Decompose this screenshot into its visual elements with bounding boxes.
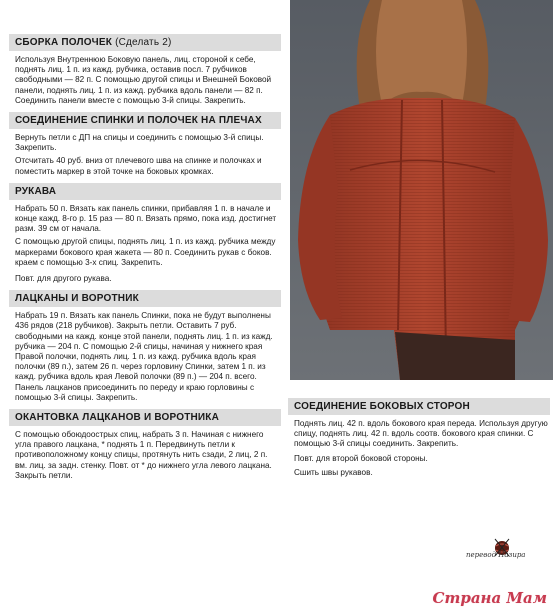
paragraph: Сшить швы рукавов. bbox=[294, 467, 373, 477]
sweater-illustration bbox=[290, 0, 553, 380]
sweater-photo bbox=[290, 0, 553, 380]
translator-caption: перевод Назира bbox=[466, 551, 526, 559]
section-front-assembly bbox=[9, 34, 281, 106]
section-note: (Сделать 2) bbox=[115, 37, 172, 48]
paragraph: Повт. для второй боковой стороны. bbox=[294, 453, 428, 463]
section-side-seams bbox=[288, 398, 550, 481]
section-heading: ОКАНТОВКА ЛАЦКАНОВ И ВОРОТНИКА bbox=[9, 409, 281, 426]
section-lapels-collar bbox=[9, 290, 281, 403]
section-sleeves bbox=[9, 183, 281, 284]
section-lapel-edging bbox=[9, 409, 281, 481]
paragraph: С помощью другой спицы, поднять лиц. 1 п. из кажд. рубчика между маркерами бокового края жакета — 80 п. Соединить рукав с боков. краем с помощью 3-х спиц. Закрепить. bbox=[15, 237, 276, 267]
site-watermark: Страна Мам bbox=[432, 589, 547, 607]
section-shoulder-join bbox=[9, 112, 281, 177]
paragraph: Поднять лиц. 42 п. вдоль бокового края переда. Используя другую спицу, поднять лиц. 42 п. вдоль соотв. бокового края спинки. С помощью 3-й спицы соединить. Закрепить. bbox=[294, 419, 548, 449]
paragraph: Повт. для другого рукава. bbox=[15, 274, 112, 284]
section-heading: ЛАЦКАНЫ И ВОРОТНИК bbox=[9, 290, 281, 307]
paragraph: Набрать 19 п. Вязать как панель Спинки, пока не будут выполнены 436 рядов (218 рубчиков). Закрыть петли. Оставить 7 руб. свободными на кажд. конце этой панели, поднять лиц. 1 п. из кажд. рубчика — 204 п. С помощью 2-й спицы, начиная у нижнего края Правой полочки, поднять лиц. 1 п. из кажд. рубчика вдоль края полочки (89 п.), затем 26 п. через горловину Спинки, затем 1 п. из кажд. рубчика вдоль края Левой полочки (89 п.) — 204 п. всего. Панель лацканов присоединить по переду и краю горловины с помощью 3-й спицы. Закрепить. bbox=[15, 311, 273, 402]
section-heading: РУКАВА bbox=[9, 183, 281, 200]
paragraph: Отсчитать 40 руб. вниз от плечевого шва на спинке и полочках и поместить маркер в этой точке на боковых кромках. bbox=[15, 156, 262, 176]
section-heading: СБОРКА ПОЛОЧЕК (Сделать 2) bbox=[9, 34, 281, 51]
paragraph: С помощью обоюдоострых спиц, набрать 3 п. Начиная с нижнего угла правого лацкана, * поднять 1 п. Передвинуть петли к противоположному концу спицы, протянуть нить сзади, 2 лиц, 2 п. вм. лиц. за задн. стенку. Повт. от * до нижнего угла левого лацкана. Закрыть петли. bbox=[15, 430, 272, 480]
paragraph: Вернуть петли с ДП на спицы и соединить с помощью 3-й спицы. Закрепить. bbox=[15, 133, 264, 153]
paragraph: Используя Внутреннюю Боковую панель, лиц. стороной к себе, поднять лиц. 1 п. из кажд. рубчика, оставив посл. 7 рубчиков свободными — 82 п. С помощью другой спицы и Внешней Боковой панели, поднять лиц. 1 п. из кажд. рубчика вдоль панели — 82 п. Соединить панели вместе с помощью 3-й спицы. Закрепить. bbox=[15, 55, 272, 105]
section-heading: СОЕДИНЕНИЕ СПИНКИ И ПОЛОЧЕК НА ПЛЕЧАХ bbox=[9, 112, 281, 129]
left-column bbox=[9, 34, 281, 484]
section-heading: СОЕДИНЕНИЕ БОКОВЫХ СТОРОН bbox=[288, 398, 550, 415]
paragraph: Набрать 50 п. Вязать как панель спинки, прибавляя 1 п. в начале и конце кажд. 8-го р. 15 раз — 80 п. Вязать прямо, пока изд. достигнет разм. 39 см от начала. bbox=[15, 203, 277, 234]
